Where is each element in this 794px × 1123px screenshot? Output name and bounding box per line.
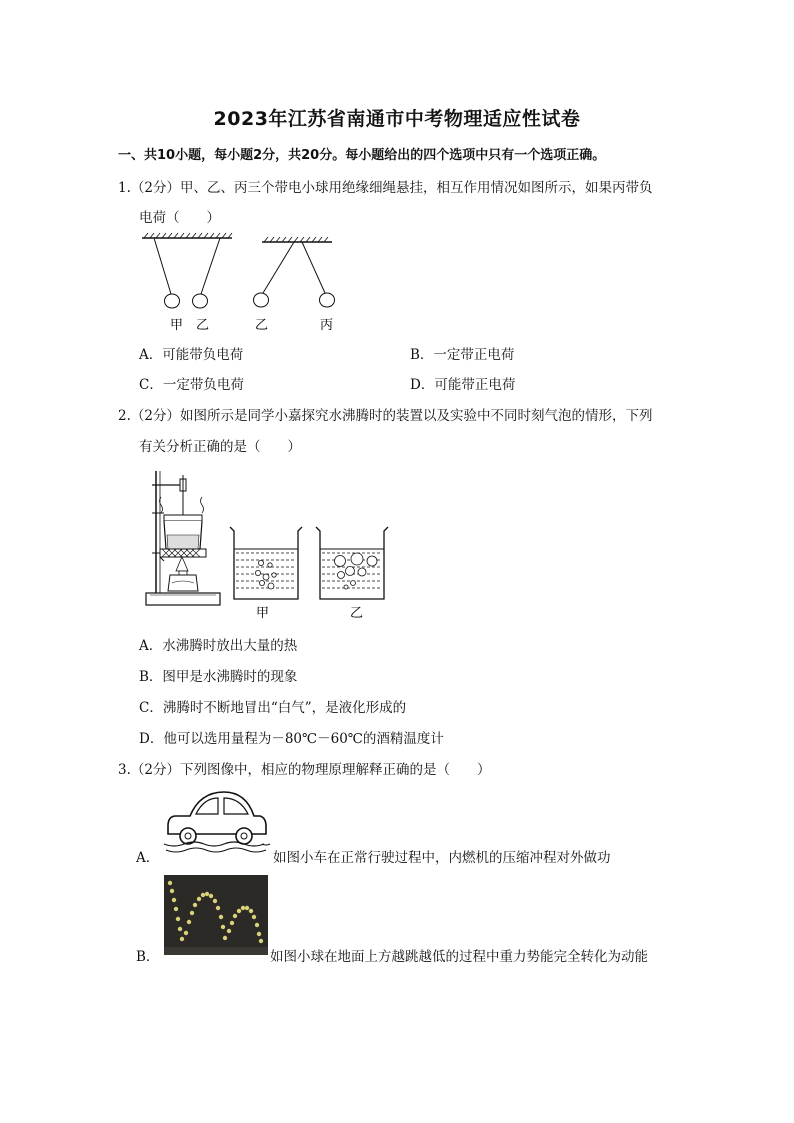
ball-yi-left [193, 294, 208, 308]
q1-pendulum-figure [138, 232, 348, 336]
section-heading: 一、共10小题，每小题2分，共20分。每小题给出的四个选项中只有一个选项正确。 [118, 148, 606, 163]
q3-option-b-text: 如图小球在地面上方越跳越低的过程中重力势能完全转化为动能 [270, 949, 648, 965]
q2-option-b: B．图甲是水沸腾时的现象 [139, 669, 298, 685]
ball-jia [165, 294, 180, 308]
q3-option-a-label: A． [136, 850, 160, 866]
q1-option-d: D．可能带正电荷 [410, 377, 516, 393]
q2-option-a: A．水沸腾时放出大量的热 [139, 638, 298, 654]
label-beaker-jia: 甲 [256, 606, 270, 621]
q3-car-figure [162, 786, 274, 858]
q1-stem-line2: 电荷（ ） [139, 210, 220, 226]
label-bing: 丙 [320, 318, 334, 333]
beaker-yi [316, 527, 388, 599]
q3-stem-line1: 3.（2分）下列图像中，相应的物理原理解释正确的是（ ） [118, 762, 491, 778]
q2-option-c: C．沸腾时不断地冒出“白气”，是液化形成的 [139, 700, 407, 716]
q1-option-b: B．一定带正电荷 [410, 347, 515, 363]
q2-stem-line1: 2.（2分）如图所示是同学小嘉探究水沸腾时的装置以及实验中不同时刻气泡的情形，下列 [118, 408, 653, 424]
q3-option-a-text: 如图小车在正常行驶过程中，内燃机的压缩冲程对外做功 [273, 850, 611, 866]
ball-yi-right [254, 293, 269, 307]
q1-option-c: C．一定带负电荷 [139, 377, 244, 393]
q1-ceiling-right [262, 237, 332, 242]
label-beaker-yi: 乙 [350, 606, 364, 621]
q2-stem-line2: 有关分析正确的是（ ） [139, 439, 301, 455]
q1-stem-line1: 1.（2分）甲、乙、丙三个带电小球用绝缘细绳悬挂，相互作用情况如图所示，如果丙带负 [118, 180, 653, 196]
q1-ceiling-left [142, 233, 232, 238]
ball-bing [320, 293, 335, 307]
label-yi-2: 乙 [255, 318, 269, 333]
q3-bouncing-ball-photo [164, 875, 268, 955]
beaker-jia [230, 527, 302, 599]
exam-title: 2023年江苏省南通市中考物理适应性试卷 [213, 108, 581, 130]
q2-boiling-figure [142, 465, 394, 623]
label-jia: 甲 [170, 318, 184, 333]
label-yi-1: 乙 [196, 318, 210, 333]
q2-option-d: D．他可以选用量程为－80℃－60℃的酒精温度计 [139, 731, 444, 747]
q1-option-a: A．可能带负电荷 [139, 347, 244, 363]
q3-option-b-label: B． [136, 949, 160, 965]
